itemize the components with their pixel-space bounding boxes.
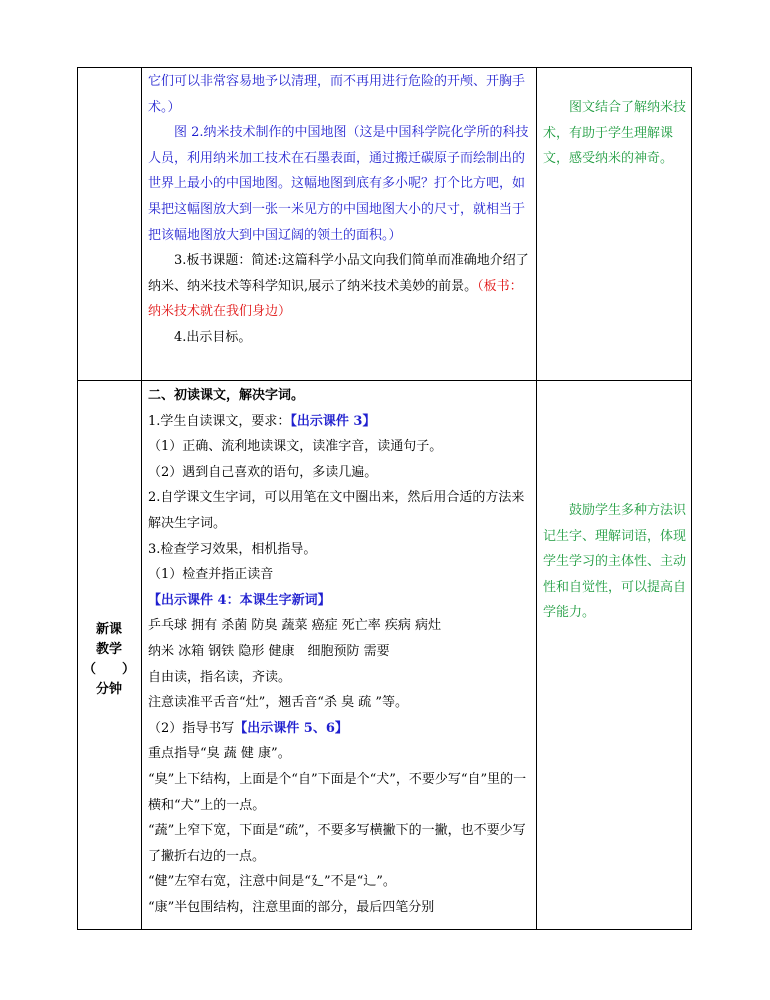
- requirement-2: （2）遇到自己喜欢的语句，多读几遍。: [148, 464, 378, 480]
- row1-main-cell: [148, 69, 532, 351]
- row1-note-cell: 图文结合了解纳米技术，有助于学生理解课文，感受纳米的神奇。: [543, 100, 687, 167]
- char-note-shu: “蔬”上窄下宽，下面是“疏”，不要多写横撇下的一撇，也不要少写了撇折右边的一点。: [148, 823, 526, 864]
- step-3-text: 3.板书课题：简述:这篇科学小品文向我们简单而准确地介绍了纳米、纳米技术等科学知识,展示了纳米技术美妙的前景。: [148, 253, 529, 294]
- label-line-3: （ ）: [82, 662, 135, 677]
- pronunciation-note: 注意读准平舌音“灶”，翘舌音“杀 臭 疏 ”等。: [148, 695, 408, 711]
- row2-note-cell: 鼓励学生多种方法识记生字、理解词语，体现学生学习的主体性、主动性和自觉性，可以提高自学能力。: [543, 503, 687, 621]
- key-characters: 重点指导“臭 蔬 健 康”。: [148, 746, 291, 762]
- char-note-kang: “康”半包围结构，注意里面的部分，最后四笔分别: [148, 899, 435, 915]
- table-border-right: [691, 67, 692, 930]
- check-pronunciation: （1）检查并指正读音: [148, 567, 274, 583]
- writing-guide-text: （2）指导书写: [148, 720, 235, 736]
- row2-main-cell: [148, 383, 532, 920]
- step-3-board-title: [148, 248, 532, 325]
- section-heading: 二、初读课文，解决字词。: [148, 388, 305, 403]
- lesson-plan-table: [77, 67, 692, 930]
- char-note-jian: “健”左窄右宽，注意中间是“廴”不是“辶”。: [148, 874, 396, 890]
- courseware-tag-3: 【出示课件 3】: [290, 413, 376, 429]
- figure-2-caption: 图 2.纳米技术制作的中国地图（这是中国科学院化学所的科技人员，利用纳米加工技术在石墨表面，通过搬迁碳原子而绘制出的世界上最小的中国地图。这幅地图到底有多小呢？打个比方吧，如果把这幅图放大到一张一米见方的中国地图大小的尺寸，就相当于把该幅地图放大到中国辽阔的领土的面积。）: [148, 125, 529, 243]
- label-line-2: 教学: [95, 642, 122, 657]
- row-divider: [77, 380, 692, 381]
- reading-methods: 自由读，指名读，齐读。: [148, 669, 292, 685]
- continued-paragraph: 它们可以非常容易地予以清理，而不再用进行危险的开颅、开胸手术。）: [148, 74, 526, 115]
- vocab-line-1: 乒乓球 拥有 杀菌 防臭 蔬菜 癌症 死亡率 疾病 病灶: [148, 618, 442, 634]
- column-divider-1: [141, 67, 142, 930]
- step-1-text: 1.学生自读课文，要求：: [148, 413, 291, 429]
- writing-guide: [148, 716, 532, 742]
- label-line-4: 分钟: [95, 682, 122, 697]
- table-border-bottom: [77, 929, 692, 930]
- step-1: [148, 409, 532, 435]
- char-note-chou: “臭”上下结构，上面是个“自”下面是个“犬”，不要少写“自”里的一横和“犬”上的一点。: [148, 771, 527, 813]
- label-line-1: 新课: [95, 622, 122, 637]
- courseware-tag-4: 【出示课件 4：本课生字新词】: [148, 592, 331, 608]
- vocab-line-2: 纳米 冰箱 钢铁 隐形 健康 细胞预防 需要: [148, 643, 390, 659]
- courseware-tag-5-6: 【出示课件 5、6】: [234, 720, 348, 736]
- requirement-1: （1）正确、流利地读课文，读准字音，读通句子。: [148, 439, 443, 455]
- step-2: 2.自学课文生字词，可以用笔在文中圈出来，然后用合适的方法来解决生字词。: [148, 490, 525, 531]
- step-3: 3.检查学习效果，相机指导。: [148, 541, 317, 557]
- column-divider-2: [536, 67, 537, 930]
- board-note: （板书：纳米技术就在我们身边）: [148, 278, 523, 320]
- table-border-left: [77, 67, 78, 930]
- step-4-objectives: 4.出示目标。: [174, 329, 252, 345]
- section-label: [77, 620, 141, 700]
- table-border-top: [77, 67, 692, 68]
